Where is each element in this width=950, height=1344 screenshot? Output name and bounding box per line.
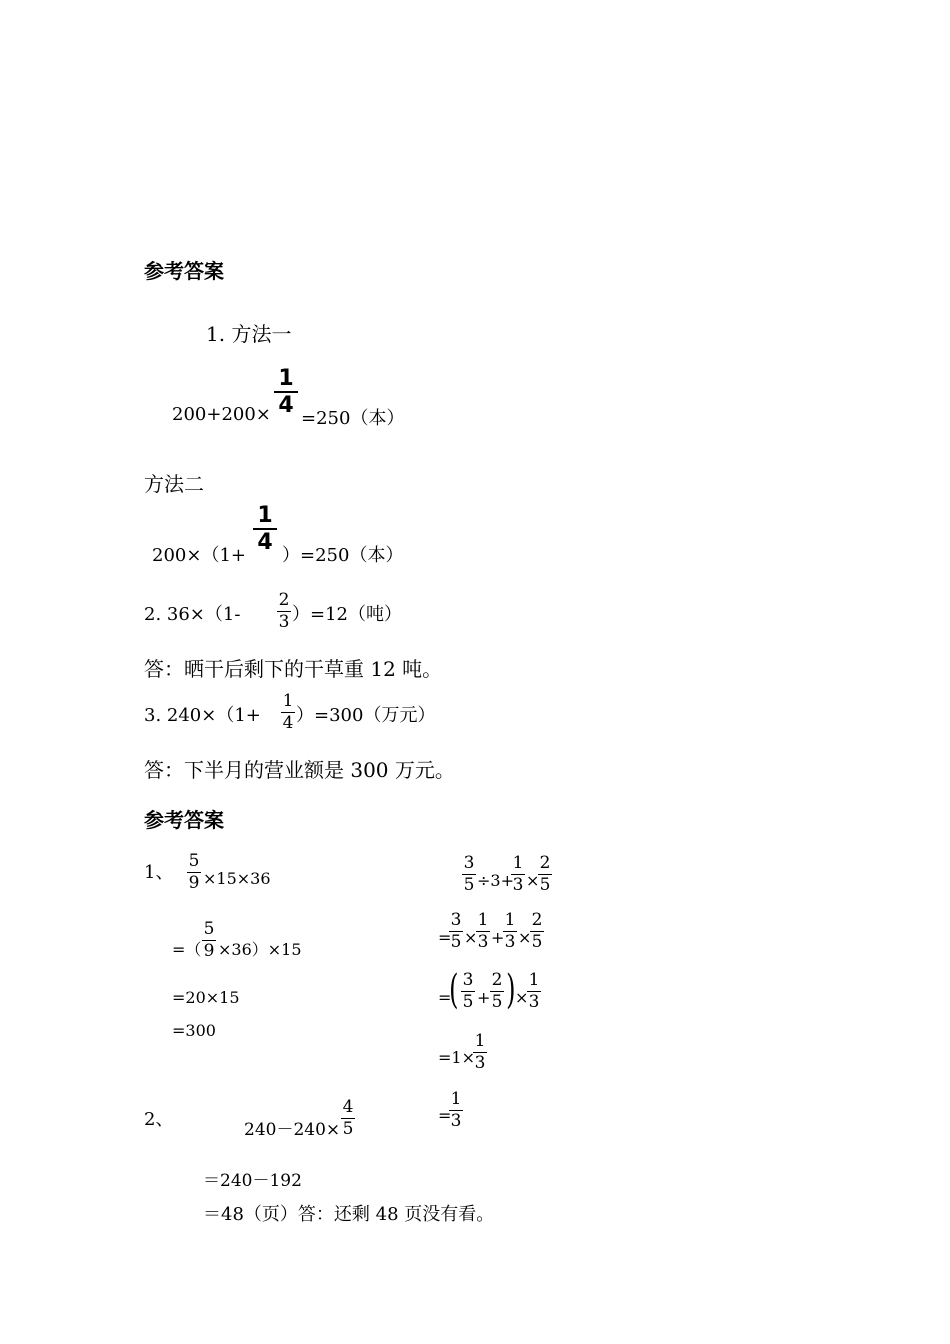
- q1-method2-label: 方法二: [144, 472, 204, 496]
- fraction-denominator: 3: [512, 875, 524, 895]
- r3-op1: +: [477, 988, 491, 1007]
- r2-fraction-d: [530, 912, 544, 951]
- p1-line2-fraction: [202, 921, 216, 960]
- fraction-denominator: 3: [528, 992, 540, 1012]
- p1-line2-prefix: =（: [172, 940, 202, 959]
- q1-method2-fraction: [253, 505, 277, 554]
- q2-left: 2. 36×（1-: [144, 604, 241, 625]
- p1-label: 1、: [144, 862, 174, 883]
- p1-line1-rest: ×15×36: [203, 869, 271, 888]
- p1-line3: =20×15: [172, 988, 240, 1007]
- fraction-numerator: 1: [512, 853, 524, 873]
- fraction-denominator: 4: [278, 393, 294, 418]
- r3-fraction-a: [461, 972, 475, 1011]
- p2-line1-fraction: [341, 1099, 355, 1138]
- r1-fraction-a: [462, 855, 476, 894]
- fraction-denominator: 3: [474, 1053, 486, 1073]
- q3-fraction: [281, 693, 295, 732]
- p1-line2-rest: ×36）×15: [218, 940, 302, 959]
- fraction-numerator: 2: [539, 853, 551, 873]
- r3-right-paren: ): [506, 967, 516, 1013]
- r3-op2: ×: [515, 988, 529, 1007]
- r4-prefix: =1×: [438, 1048, 475, 1067]
- fraction-numerator: 3: [463, 853, 475, 873]
- q1-method1-left: 200+200×: [172, 404, 271, 425]
- r3-left-paren: (: [449, 967, 459, 1013]
- p2-label: 2、: [144, 1109, 174, 1130]
- fraction-numerator: 5: [203, 919, 215, 939]
- fraction-numerator: 1: [477, 910, 489, 930]
- r2-fraction-b: [476, 912, 490, 951]
- r3-equals: =: [438, 988, 452, 1007]
- fraction-denominator: 3: [504, 932, 516, 952]
- fraction-numerator: 1: [450, 1089, 462, 1109]
- q1-method2-right: ）=250（本）: [282, 545, 404, 566]
- r2-fraction-c: [503, 912, 517, 951]
- fraction-numerator: 1: [474, 1031, 486, 1051]
- q2-right: ）=12（吨）: [292, 604, 402, 625]
- r1-fraction-b: [511, 855, 525, 894]
- fraction-numerator: 3: [450, 910, 462, 930]
- fraction-numerator: 4: [342, 1097, 354, 1117]
- r3-fraction-b: [490, 972, 504, 1011]
- fraction-numerator: 5: [188, 851, 200, 871]
- r5-equals: =: [438, 1106, 452, 1125]
- section1-heading: 参考答案: [144, 259, 224, 283]
- fraction-denominator: 4: [282, 713, 294, 733]
- fraction-denominator: 5: [463, 875, 475, 895]
- r2-fraction-a: [449, 912, 463, 951]
- p1-line1-fraction: [187, 853, 201, 892]
- fraction-denominator: 3: [278, 612, 290, 632]
- fraction-numerator: 1: [528, 970, 540, 990]
- q2-answer: 答：晒干后剩下的干草重 12 吨。: [144, 657, 443, 681]
- section2-heading: 参考答案: [144, 808, 224, 832]
- r5-fraction: [449, 1091, 463, 1130]
- q3-right: ）=300（万元）: [296, 705, 436, 726]
- q1-method1-fraction: [274, 368, 298, 417]
- q3-left: 3. 240×（1+: [144, 705, 261, 726]
- fraction-denominator: 5: [491, 992, 503, 1012]
- fraction-denominator: 5: [462, 992, 474, 1012]
- fraction-numerator: 2: [278, 590, 290, 610]
- q1-label: 1. 方法一: [206, 322, 292, 346]
- fraction-numerator: 2: [491, 970, 503, 990]
- r2-equals: =: [438, 928, 452, 947]
- fraction-denominator: 9: [203, 941, 215, 961]
- r2-op3: ×: [518, 928, 532, 947]
- q2-fraction: [277, 592, 291, 631]
- r1-op2: ×: [526, 871, 540, 890]
- fraction-denominator: 3: [477, 932, 489, 952]
- fraction-denominator: 4: [257, 530, 273, 555]
- fraction-numerator: 1: [504, 910, 516, 930]
- fraction-denominator: 3: [450, 1111, 462, 1131]
- q1-method1-right: =250（本）: [301, 408, 405, 429]
- p2-line3: ＝48（页）答：还剩 48 页没有看。: [203, 1204, 495, 1225]
- fraction-numerator: 3: [462, 970, 474, 990]
- q1-method2-left: 200×（1+: [152, 545, 246, 566]
- r2-op1: ×: [464, 928, 478, 947]
- fraction-denominator: 5: [342, 1119, 354, 1139]
- fraction-denominator: 5: [450, 932, 462, 952]
- fraction-denominator: 5: [531, 932, 543, 952]
- fraction-numerator: 1: [278, 366, 294, 391]
- fraction-denominator: 9: [188, 873, 200, 893]
- p2-line2: ＝240－192: [203, 1171, 302, 1191]
- fraction-numerator: 1: [257, 503, 273, 528]
- r1-fraction-c: [538, 855, 552, 894]
- p1-line4: =300: [172, 1021, 216, 1040]
- p2-line1: 240－240×: [244, 1120, 341, 1140]
- r4-fraction: [473, 1033, 487, 1072]
- fraction-numerator: 2: [531, 910, 543, 930]
- q3-answer: 答：下半月的营业额是 300 万元。: [144, 758, 455, 782]
- fraction-denominator: 5: [539, 875, 551, 895]
- r1-op1: ÷3+: [477, 871, 514, 890]
- r2-op2: +: [491, 928, 505, 947]
- fraction-numerator: 1: [282, 691, 294, 711]
- r3-fraction-c: [527, 972, 541, 1011]
